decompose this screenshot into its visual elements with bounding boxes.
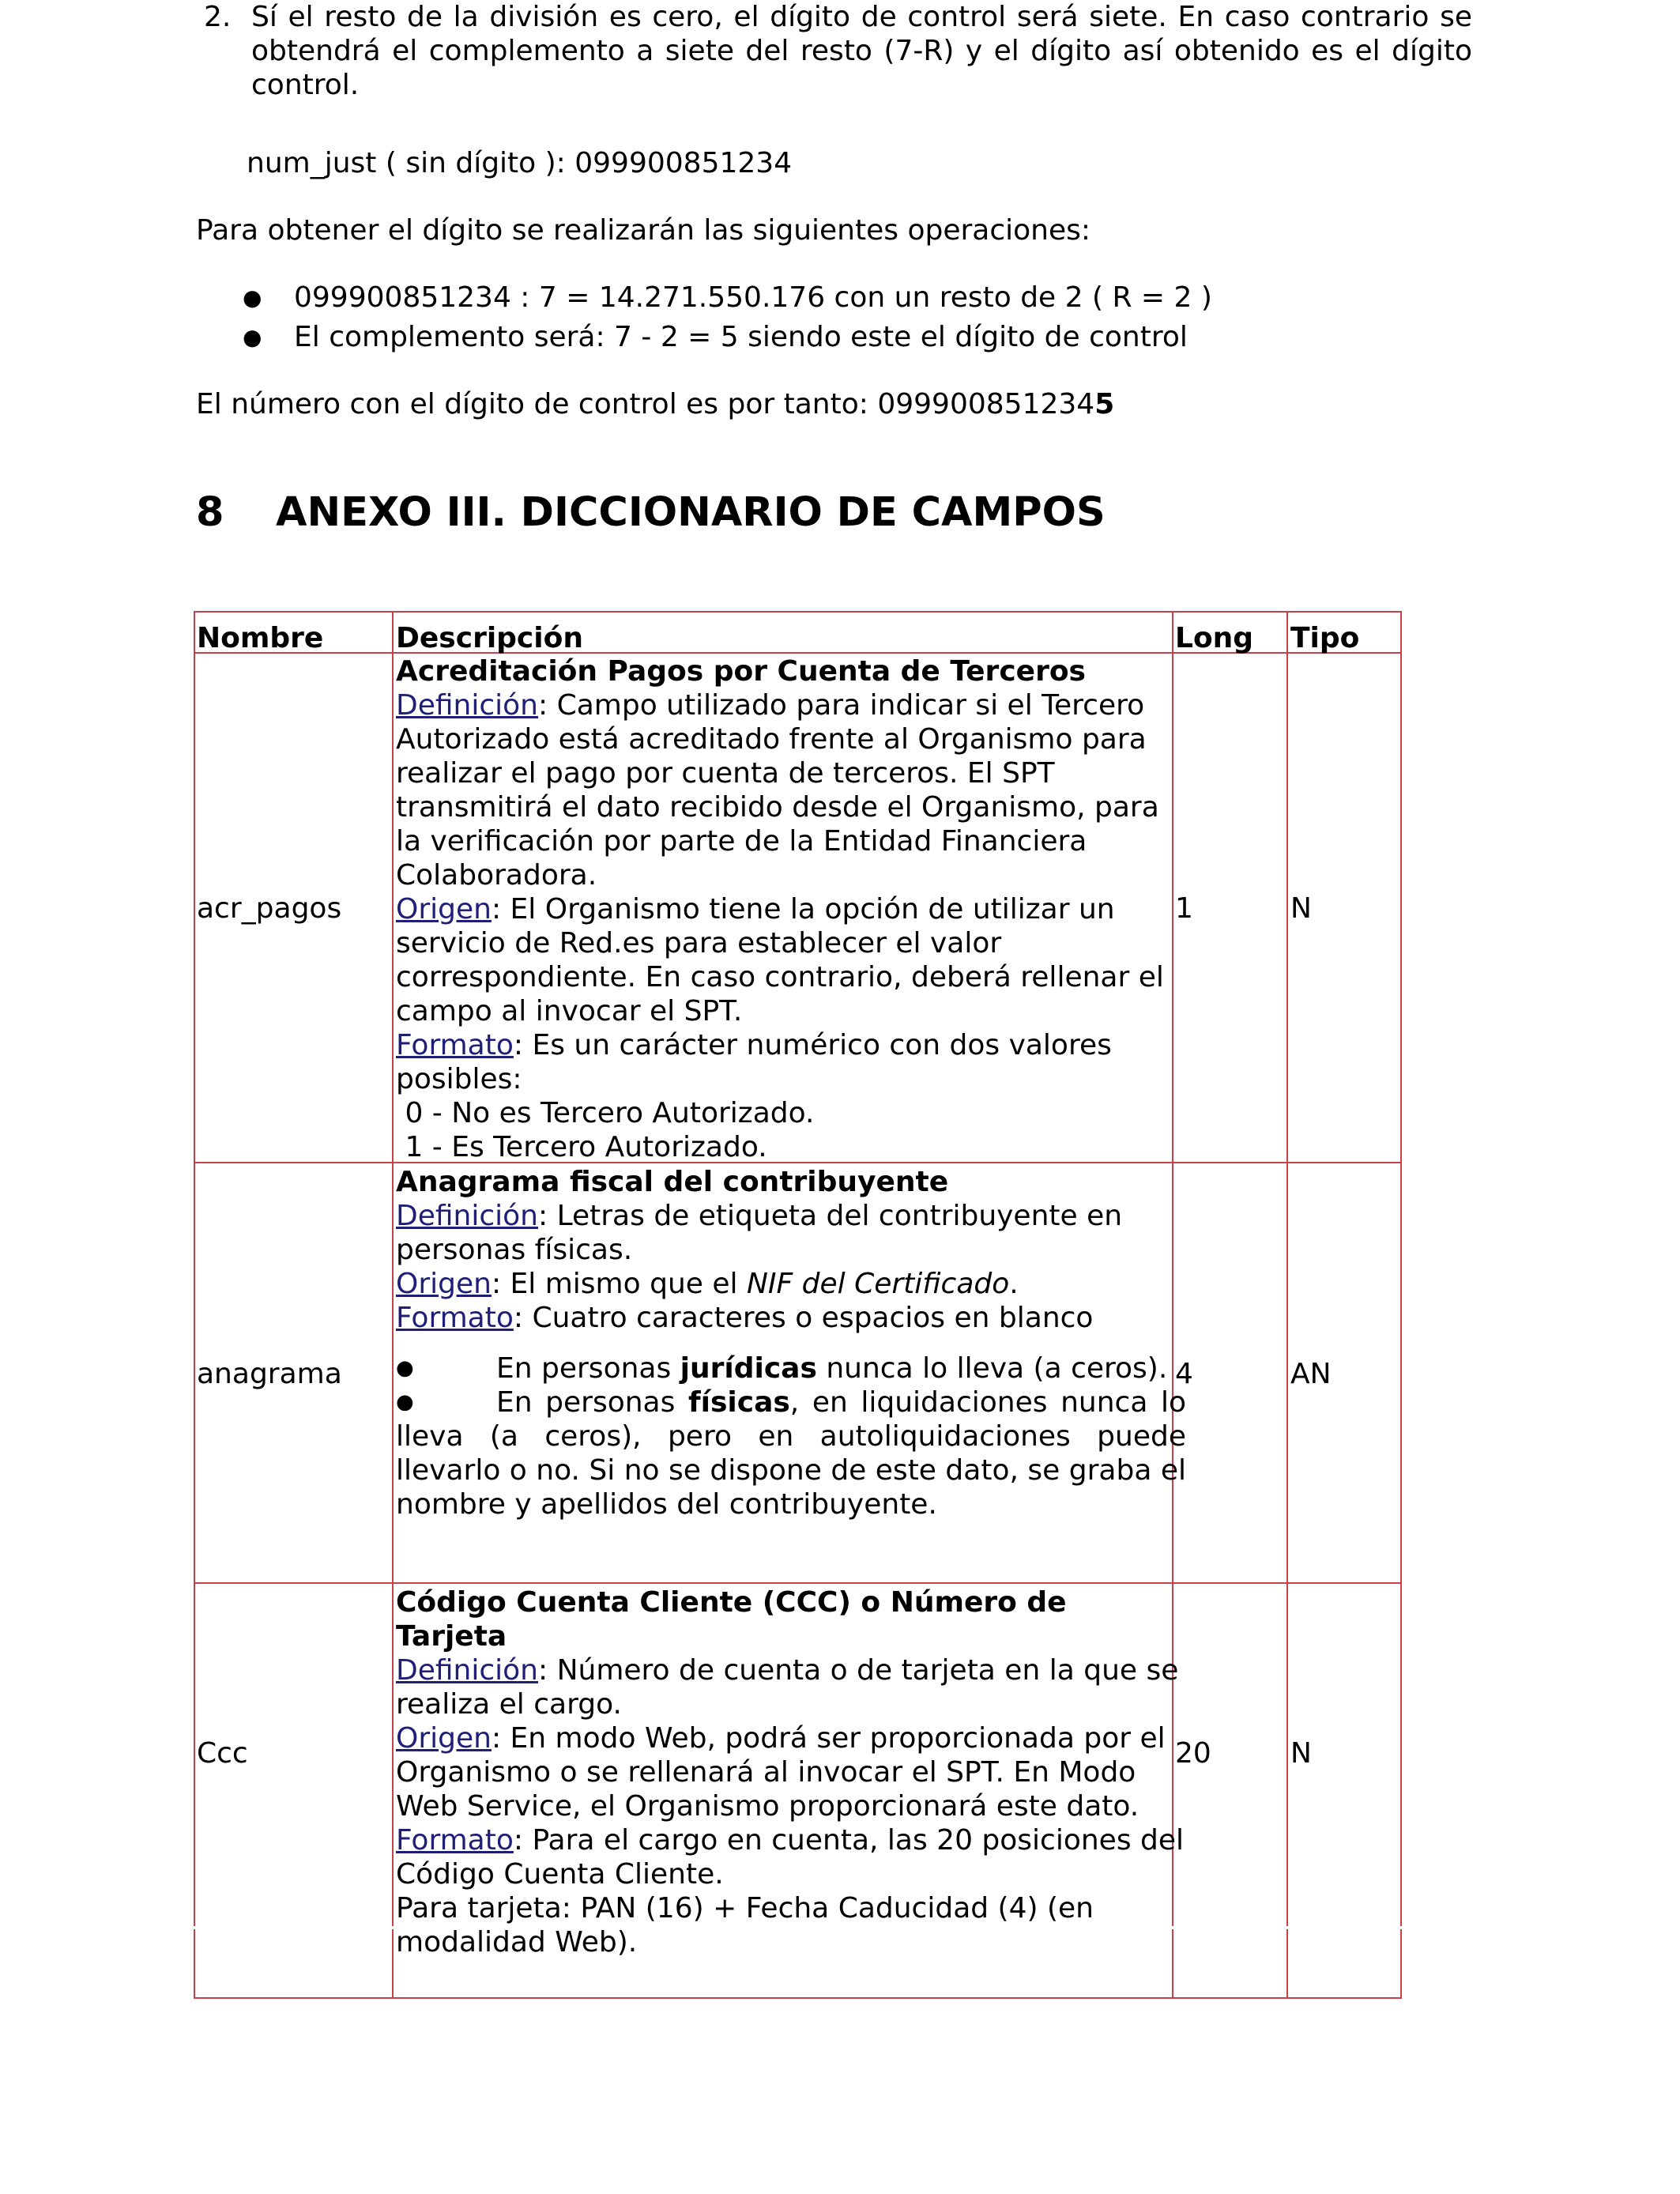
origin-italic: NIF del Certificado: [746, 1268, 1010, 1300]
definition-text: : Letras de etiqueta del contribuyente en personas físicas.: [396, 1200, 1123, 1266]
result-digit: 5: [1094, 388, 1115, 420]
origin: [396, 1721, 1186, 1823]
table-border: [392, 611, 394, 1999]
format-link[interactable]: Formato: [396, 1029, 514, 1061]
origin-text: : El Organismo tiene la opción de utilizar un servicio de Red.es para establecer el valor correspondiente. En caso contrario, deberá rellenar el campo al invocar el SPT.: [396, 893, 1164, 1027]
header-nombre: Nombre: [197, 622, 324, 654]
row2-descripcion: [396, 1165, 1186, 1521]
table-border: [194, 611, 1402, 613]
row3-descripcion: [396, 1585, 1186, 1959]
operations-list: [237, 278, 1212, 357]
table-border: [1400, 611, 1402, 1999]
result-prefix: El número con el dígito de control es por tanto: 099900851234: [196, 388, 1095, 420]
header-long: Long: [1175, 622, 1254, 654]
row3-tipo: N: [1290, 1737, 1312, 1770]
row1-nombre: acr_pagos: [197, 892, 342, 925]
definition: [396, 1653, 1186, 1721]
origin-text-end: .: [1009, 1268, 1019, 1300]
format-link[interactable]: Formato: [396, 1302, 514, 1334]
definition-link[interactable]: Definición: [396, 689, 538, 722]
field-title: Anagrama fiscal del contribuyente: [396, 1166, 949, 1198]
operations-intro: Para obtener el dígito se realizarán las siguientes operaciones:: [196, 214, 1091, 247]
origin-text: : En modo Web, podrá ser proporcionada por el Organismo o se rellenará al invocar el SPT. En Modo Web Service, el Organismo proporcionará este dato.: [396, 1722, 1166, 1823]
result-line: [196, 387, 1114, 421]
origin: [396, 892, 1186, 1028]
bullet-text-end: nunca lo lleva (a ceros).: [816, 1352, 1168, 1385]
spacer: [396, 1335, 1186, 1351]
row3-nombre: Ccc: [197, 1737, 248, 1770]
origin-link[interactable]: Origen: [396, 1722, 492, 1755]
table-border: [194, 611, 195, 1999]
definition-text: : Campo utilizado para indicar si el Tercero Autorizado está acreditado frente al Organismo para realizar el pago por cuenta de terceros. El SPT transmitirá el dato recibido desde el Organismo, para la verificación por parte de la Entidad Financiera Colaboradora.: [396, 689, 1159, 892]
header-tipo: Tipo: [1290, 622, 1360, 654]
format-link[interactable]: Formato: [396, 1824, 514, 1857]
row2-tipo: AN: [1290, 1358, 1332, 1390]
bullet-text-end: , en liquidaciones nunca lo lleva (a ceros), pero en autoliquidaciones puede llevarlo o no. Si no se dispone de este dato, se graba el nombre y apellidos del contribuyente.: [396, 1386, 1186, 1521]
header-descripcion: Descripción: [396, 622, 583, 654]
num-just-line: num_just ( sin dígito ): 099900851234: [247, 147, 793, 179]
row2-nombre: anagrama: [197, 1358, 342, 1390]
list-item-text: Sí el resto de la división es cero, el dígito de control será siete. En caso contrario se obtendrá el complemento a siete del resto (7-R) y el dígito así obtenido es el dígito control.: [251, 1, 1472, 101]
bullet-icon: ●: [243, 324, 262, 350]
row1-long: 1: [1175, 892, 1193, 925]
bullet-icon: ●: [396, 1356, 414, 1380]
origin: [396, 1267, 1186, 1301]
bullet-bold: físicas: [687, 1386, 790, 1419]
table-border: [1286, 611, 1288, 1999]
bullet-text: En personas: [496, 1352, 680, 1385]
field-title: Acreditación Pagos por Cuenta de Terceros: [396, 655, 1086, 688]
bullet-bold: jurídicas: [680, 1352, 817, 1385]
list-item: [237, 278, 1212, 318]
format-text: : Es un carácter numérico con dos valores posibles:: [396, 1029, 1112, 1095]
origin-link[interactable]: Origen: [396, 1268, 492, 1300]
list-item: [237, 318, 1212, 357]
section-heading: [196, 488, 1106, 538]
table-border: [194, 1582, 1402, 1584]
section-number: 8: [196, 489, 224, 536]
list-item: [396, 1385, 1186, 1521]
format: [396, 1823, 1186, 1891]
list-item-2: [204, 0, 1472, 102]
bullet-text: En personas: [496, 1386, 688, 1419]
format: [396, 1301, 1186, 1335]
fields-table: [194, 611, 1403, 1999]
table-border: [194, 1997, 1402, 1999]
row3-long: 20: [1175, 1737, 1211, 1770]
row2-long: 4: [1175, 1358, 1193, 1390]
row1-tipo: N: [1290, 892, 1312, 925]
definition: [396, 1199, 1186, 1267]
value-0: 0 - No es Tercero Autorizado.: [396, 1097, 815, 1129]
definition-text: : Número de cuenta o de tarjeta en la que se realiza el cargo.: [396, 1654, 1179, 1721]
origin-text: : El mismo que el: [491, 1268, 747, 1300]
row1-descripcion: [396, 654, 1186, 1164]
list-item: [396, 1351, 1186, 1385]
field-title: Código Cuenta Cliente (CCC) o Número de Tarjeta: [396, 1586, 1067, 1653]
operation-text: 099900851234 : 7 = 14.271.550.176 con un resto de 2 ( R = 2 ): [294, 281, 1212, 314]
definition-link[interactable]: Definición: [396, 1200, 538, 1232]
format-text: : Cuatro caracteres o espacios en blanco: [513, 1302, 1094, 1334]
format: [396, 1028, 1186, 1096]
operation-text: El complemento será: 7 - 2 = 5 siendo este el dígito de control: [294, 321, 1188, 353]
bullet-icon: ●: [243, 285, 262, 311]
section-title: ANEXO III. DICCIONARIO DE CAMPOS: [276, 489, 1106, 536]
card-note: Para tarjeta: PAN (16) + Fecha Caducidad (4) (en modalidad Web).: [396, 1892, 1094, 1958]
bullet-icon: ●: [396, 1390, 414, 1414]
list-number: 2.: [204, 1, 232, 33]
origin-link[interactable]: Origen: [396, 893, 492, 925]
value-1: 1 - Es Tercero Autorizado.: [396, 1131, 767, 1163]
format-text: : Para el cargo en cuenta, las 20 posiciones del Código Cuenta Cliente.: [396, 1824, 1185, 1891]
definition-link[interactable]: Definición: [396, 1654, 538, 1687]
definition: [396, 688, 1186, 892]
